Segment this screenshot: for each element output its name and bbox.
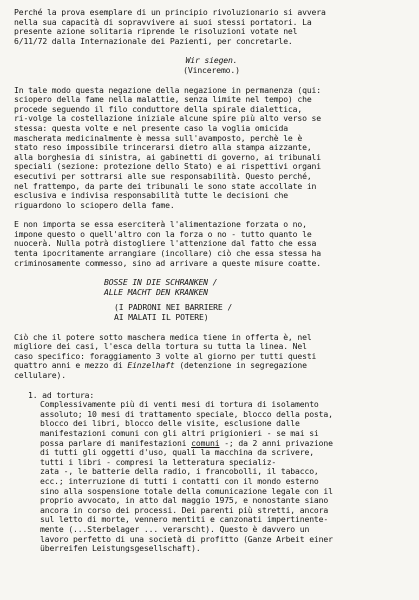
text-line: cellulare). [14, 370, 66, 380]
text-line: tutti i libri - compresi la letteratura specializ- [40, 456, 277, 467]
text-line: sino alla sospensione totale della comunicazione legale con il [40, 485, 333, 496]
text-line: lavoro perfetto di una società di profitto (Ganze Arbeit einer [40, 533, 333, 544]
text-line: migliore dei casi, l'esca della tortura su tutta la linea. Nel [14, 341, 307, 352]
intro-paragraph [14, 8, 409, 46]
text-line: Perché la prova esemplare di un principio rivoluzionario si avvera [14, 7, 326, 17]
text-line: stessa: questa volte e nel presente caso la voglia omicida [14, 122, 288, 133]
text-segment: quattro anni e mezzo di [14, 360, 128, 371]
motto-block [14, 278, 409, 322]
text-line: manifestazioni comuni con gli altri prigionieri - se mai si [40, 427, 319, 438]
paragraph-3 [14, 333, 409, 381]
text-line: mascherata medicinalmente è messa sull'avamposto, perchè le è [14, 132, 303, 143]
text-line: zata -, le batterie della radio, i francobolli, il tabacco, [40, 466, 319, 477]
motto-italian-line2: AI MALATI IL POTERE) [114, 312, 209, 323]
text-line: Ciò che il potere sotto maschera medica tiene in offerta è, nel [14, 331, 312, 342]
einzelhaft-term: Einzelhaft [127, 360, 175, 371]
text-line: E non importa se essa eserciterà l'alimentazione forzata o no, [14, 219, 307, 230]
text-line: tenta ipocritamente arrangiare (incollare) ciò che essa stessa ha [14, 248, 321, 259]
text-line: di tutti gli oggetti d'uso, quali la macchina da scrivere, [40, 447, 314, 458]
text-line: proprio avvocato, in atto dal maggio 1975, e nonostante siano [40, 495, 329, 506]
text-line [14, 361, 409, 371]
text-line: impone questo o quell'altro con la forza o no - tutto quanto le [14, 228, 312, 239]
text-line: stato reso impossibile trincerarsi dietro alla stampa aizzante, [14, 142, 312, 153]
text-line: riguardono lo sciopero della fame. [14, 199, 175, 210]
numbered-list-item-1 [14, 391, 409, 554]
list-item-body [14, 400, 409, 554]
text-line: esclusiva e indivisa responsabilità tutte le decisioni che [14, 190, 288, 201]
slogan-italian: (Vinceremo.) [183, 64, 240, 75]
slogan-german: Wir siegen. [185, 55, 238, 66]
text-line: Complessivamente più di venti mesi di tortura di isolamento [40, 399, 319, 410]
slogan [14, 56, 409, 75]
text-line: procede seguendo il filo conduttore della spirale dialettica, [14, 103, 303, 114]
underlined-word: comuni [191, 437, 220, 448]
text-line: nel frattempo, da parte dei tribunali le sono state accollate in [14, 180, 317, 191]
text-line: esecutivi per sottrarsi alle sue responsabilità. Questo perché, [14, 170, 312, 181]
text-line: ri-volge la costellazione iniziale alcune spire più alto verso se [14, 113, 321, 124]
text-line: mente (...Sterbelager ... verarscht). Questo è davvero un [40, 523, 310, 534]
motto-german-line1: BOSSE IN DIE SCHRANKEN / [104, 277, 218, 288]
text-line: caso specifico: foraggiamento 3 volte al giorno per tutti questi [14, 350, 317, 361]
text-line: alla borghesia di sinistra, ai gabinetti di governo, ai tribunali [14, 151, 321, 162]
text-line: sul letto di morte, vennero mentiti e canzonati impertinente- [40, 514, 329, 525]
text-line: sciopero della fame nella malattie, senza limite nel tempo) che [14, 94, 312, 105]
text-line: nuocerà. Nulla potrà distogliere l'attenzione dal fatto che essa [14, 238, 317, 249]
text-segment: (detenzione in segregazione [174, 360, 307, 371]
paragraph-1 [14, 86, 409, 211]
motto-italian-line1: (I PADRONI NEI BARRIERE / [114, 302, 233, 313]
text-line: presente azione solitaria riprende le risoluzioni votate nel [14, 26, 298, 37]
text-line: criminosamente commesso, sino ad arrivare a queste misure coatte. [14, 257, 321, 268]
paragraph-2 [14, 220, 409, 268]
text-line: assoluto; 10 mesi di trattamento speciale, blocco della posta, [40, 408, 333, 419]
text-line: blocco dei libri, blocco delle visite, esclusione dalle [40, 418, 300, 429]
text-line: ecc.; interruzione di tutti i contatti con il mondo esterno [40, 475, 319, 486]
text-line: speciali (sezione: protezione dello Stato) e ai rispettivi organi [14, 161, 321, 172]
text-line: In tale modo questa negazione della negazione in permanenza (qui: [14, 84, 321, 95]
text-line: ancora in corso dei processi. Dei parenti più stretti, ancora [40, 504, 329, 515]
text-segment: -; da 2 anni privazione [219, 437, 333, 448]
text-segment: possa parlare di manifestazioni [40, 437, 192, 448]
text-line: überreifen Leistungsgesellschaft). [40, 543, 201, 554]
list-heading: 1. ad tortura: [28, 389, 95, 400]
text-line: nella sua capacità di sopravvivere ai suoi stessi portatori. La [14, 16, 312, 27]
text-line: 6/11/72 dalla Internazionale dei Pazienti, per concretarle. [14, 35, 293, 46]
motto-german-line2: ALLE MACHT DEN KRANKEN [104, 286, 208, 297]
